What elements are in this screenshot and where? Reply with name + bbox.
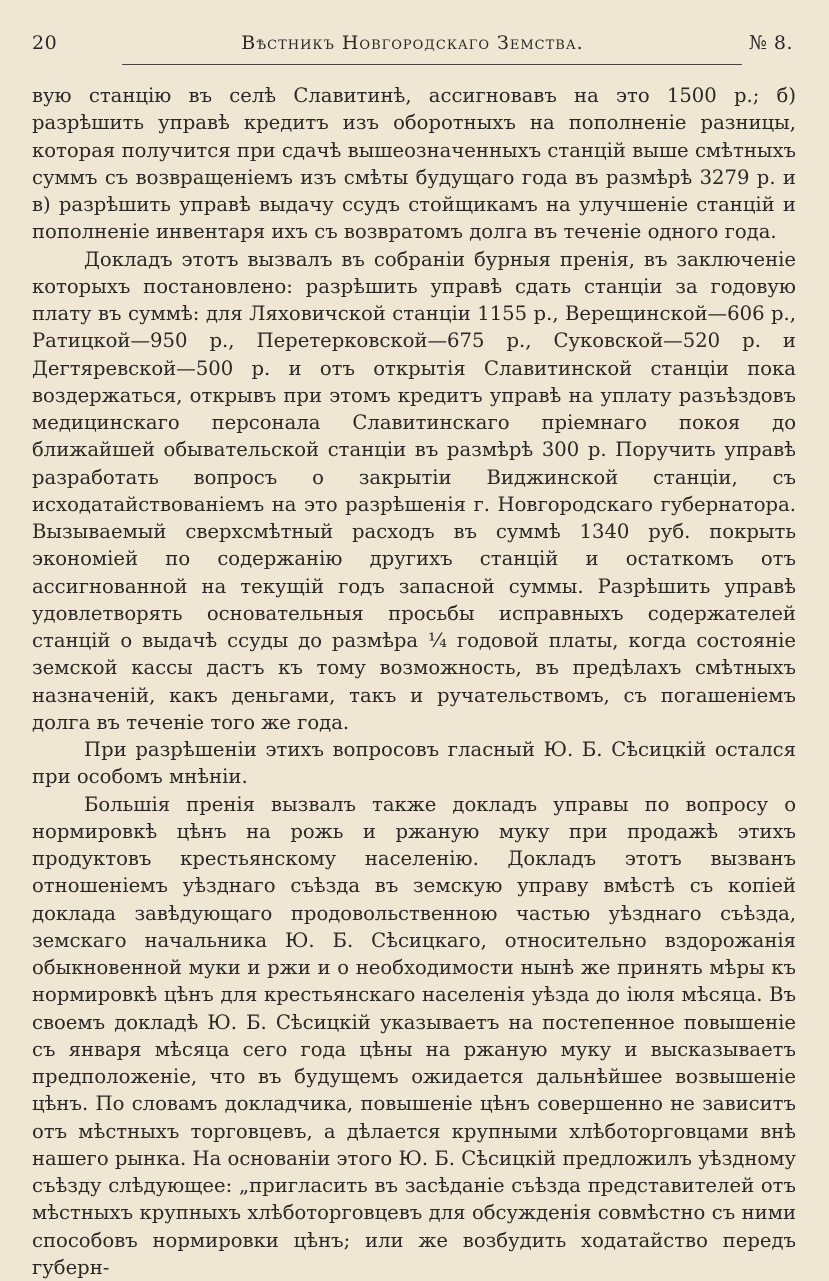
paragraph: Большія пренія вызвалъ также докладъ управы по вопросу о нормировкѣ цѣнъ на рожь и ржаную муку при продажѣ этихъ продуктовъ крестьянскому населенію. Докладъ этотъ вызванъ отношеніемъ уѣзднаго съѣзда въ земскую управу вмѣстѣ съ копіей доклада завѣдующаго продовольственною частью уѣзднаго съѣзда, земскаго начальника Ю. Б. Сѣсицкаго, относительно вздорожанія обыкновенной муки и ржи и о необходимости нынѣ же принять мѣры къ нормировкѣ цѣнъ для крестьянскаго населенія уѣзда до іюля мѣсяца. Въ своемъ докладѣ Ю. Б. Сѣсицкій указываетъ на постепенное повышеніе съ января мѣсяца сего года цѣны на ржаную муку и высказываетъ предположеніе, что въ будущемъ ожидается дальнѣйшее возвышеніе цѣнъ. По словамъ докладчика, повышеніе цѣнъ совершенно не зависитъ отъ мѣстныхъ торговцевъ, а дѣлается крупными хлѣботорговцами внѣ нашего рынка. На основаніи этого Ю. Б. Сѣсицкій предложилъ уѣздному съѣзду слѣдующее: „пригласить въ засѣданіе съѣзда представителей отъ мѣстныхъ крупныхъ хлѣботорговцевъ для обсужденія совмѣстно съ ними способовъ нормировки цѣнъ; или же возбудить ходатайство передъ губерн- bbox=[32, 791, 796, 1281]
page-number: 20 bbox=[32, 32, 92, 54]
paragraph: вую станцію въ селѣ Славитинѣ, ассигновавъ на это 1500 р.; б) разрѣшить управѣ кредитъ изъ оборотныхъ на пополненіе разницы, которая получится при сдачѣ вышеозначенныхъ станцій выше смѣтныхъ суммъ съ возвращеніемъ изъ смѣты будущаго года въ размѣрѣ 3279 р. и в) разрѣшить управѣ выдачу ссудъ стойщикамъ на улучшеніе станцій и пополненіе инвентаря ихъ съ возвратомъ долга въ теченіе одного года. bbox=[32, 82, 796, 246]
paragraph: Докладъ этотъ вызвалъ въ собраніи бурныя пренія, въ заключеніе которыхъ постановлено: разрѣшить управѣ сдать станціи за годовую плату въ суммѣ: для Ляховичской станціи 1155 р., Верещинской—606 р., Ратицкой—950 р., Перетерковской—675 р., Суковской—520 р. и Дегтяревской—500 р. и отъ открытія Славитинской станціи пока воздержаться, открывъ при этомъ кредитъ управѣ на уплату разъѣздовъ медицинскаго персонала Славитинскаго пріемнаго покоя до ближайшей обывательской станціи въ размѣрѣ 300 р. Поручить управѣ разработать вопросъ о закрытіи Виджинской станціи, съ исходатайствованіемъ на это разрѣшенія г. Новгородскаго губернатора. Вызываемый сверхсмѣтный расходъ въ суммѣ 1340 руб. покрыть экономіей по содержанію другихъ станцій и остаткомъ отъ ассигнованной на текущій годъ запасной суммы. Разрѣшить управѣ удовлетворять основательныя просьбы исправныхъ содержателей станцій о выдачѣ ссуды до размѣра ¼ годовой платы, когда состояніе земской кассы дастъ къ тому возможность, въ предѣлахъ смѣтныхъ назначеній, какъ деньгами, такъ и ручательствомъ, съ погашеніемъ долга въ теченіе того же года. bbox=[32, 246, 796, 737]
body-text bbox=[32, 82, 796, 1281]
paragraph: При разрѣшеніи этихъ вопросовъ гласный Ю. Б. Сѣсицкій остался при особомъ мнѣніи. bbox=[32, 736, 796, 791]
journal-title: Вѣстникъ Новгородскаго Земства. bbox=[92, 32, 733, 54]
running-header bbox=[32, 32, 793, 58]
issue-number: № 8. bbox=[733, 32, 793, 54]
header-rule bbox=[122, 64, 742, 65]
